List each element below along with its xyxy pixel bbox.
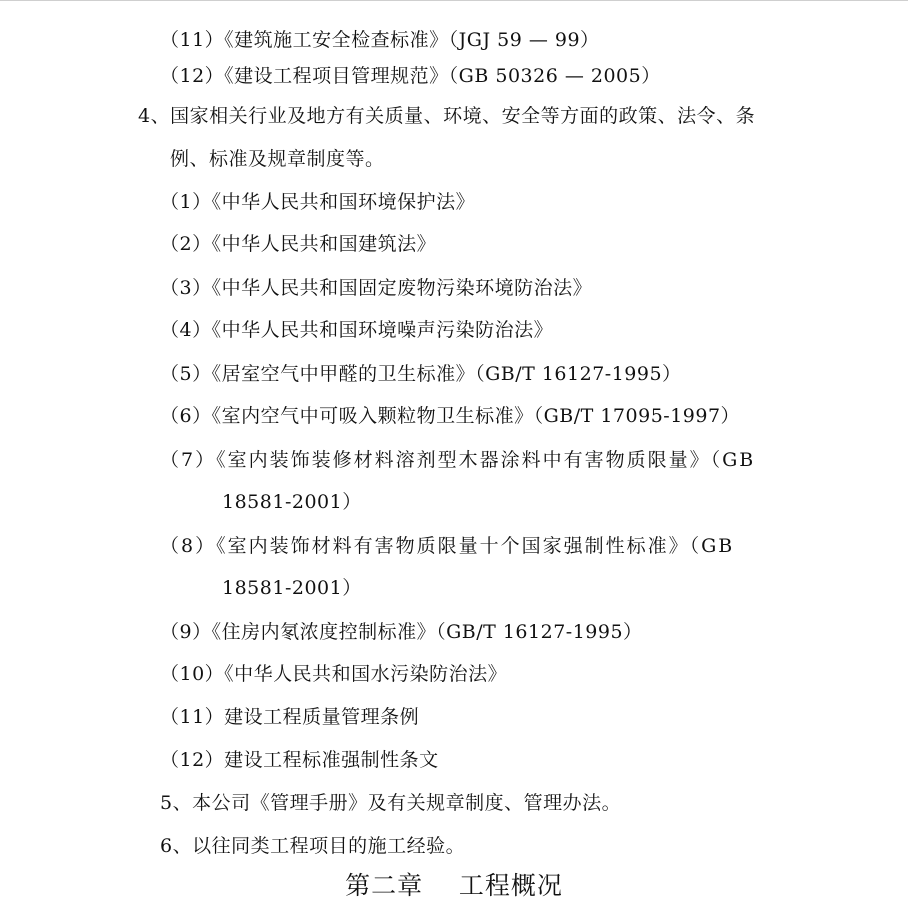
- law-item-1: （1）《中华人民共和国环境保护法》: [160, 191, 476, 213]
- law-item-5: （5）《居室空气中甲醛的卫生标准》（GB/T 16127-1995）: [160, 363, 682, 385]
- law-item-9: （9）《住房内氡浓度控制标准》（GB/T 16127-1995）: [160, 621, 643, 643]
- section-4-heading-continued: 例、标准及规章制度等。: [170, 148, 385, 170]
- law-item-7: （7）《室内装饰装修材料溶剂型木器涂料中有害物质限量》（GB: [160, 449, 756, 471]
- law-item-6: （6）《室内空气中可吸入颗粒物卫生标准》（GB/T 17095-1997）: [160, 405, 741, 427]
- chapter-heading: 第二章 工程概况: [345, 871, 563, 900]
- law-item-7-continued: 18581-2001）: [222, 491, 362, 513]
- section-6: 6、以往同类工程项目的施工经验。: [160, 835, 466, 857]
- law-item-8: （8）《室内装饰材料有害物质限量十个国家强制性标准》（GB: [160, 535, 735, 557]
- item-11-jgj59: （11）《建筑施工安全检查标准》（JGJ 59 — 99）: [160, 29, 600, 51]
- law-item-8-continued: 18581-2001）: [222, 577, 362, 599]
- law-item-10: （10）《中华人民共和国水污染防治法》: [160, 663, 508, 685]
- law-item-4: （4）《中华人民共和国环境噪声污染防治法》: [160, 319, 554, 341]
- item-12-gb50326: （12）《建设工程项目管理规范》（GB 50326 — 2005）: [160, 65, 661, 87]
- law-item-2: （2）《中华人民共和国建筑法》: [160, 233, 437, 255]
- section-5: 5、本公司《管理手册》及有关规章制度、管理办法。: [160, 792, 622, 814]
- law-item-12: （12）建设工程标准强制性条文: [160, 749, 439, 771]
- law-item-3: （3）《中华人民共和国固定废物污染环境防治法》: [160, 277, 593, 299]
- top-border: [0, 0, 908, 1]
- law-item-11: （11）建设工程质量管理条例: [160, 706, 420, 728]
- section-4-heading: 4、国家相关行业及地方有关质量、环境、安全等方面的政策、法令、条: [138, 105, 756, 127]
